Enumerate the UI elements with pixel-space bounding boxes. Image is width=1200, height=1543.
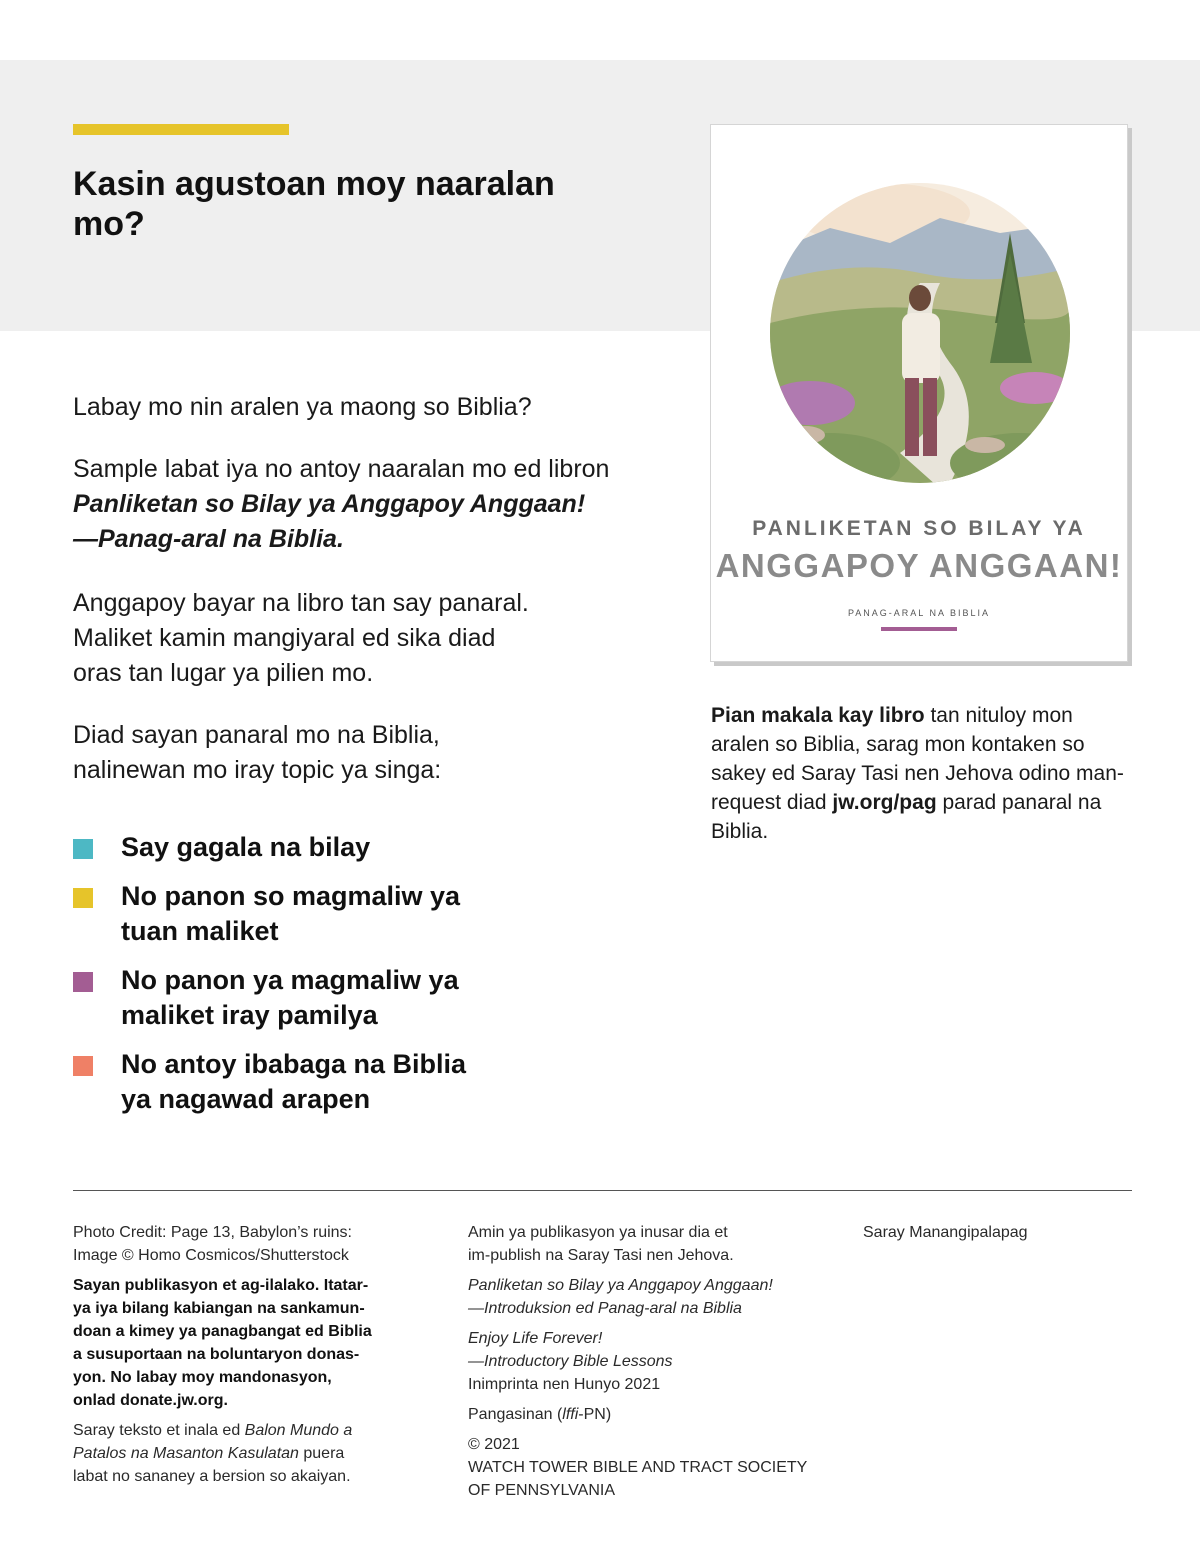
topic-label: maliket iray pamilya (121, 1000, 378, 1030)
photo-credit (73, 1221, 403, 1267)
footer-column-credits (73, 1221, 403, 1495)
contact-note-text: parad panaral na Biblia. (711, 791, 1102, 843)
contact-note-text: tan nituloy mon aralen so Biblia, sarag mon kontaken so sakey ed Saray Tasi nen Jehova odino man-request diad (711, 704, 1124, 814)
scripture-note (73, 1419, 403, 1488)
topic-label: Say gagala na bilay (121, 832, 371, 862)
topic-list (73, 830, 593, 1131)
publisher-line: Amin ya publikasyon ya inusar dia et (468, 1224, 728, 1241)
copyright-note (468, 1433, 838, 1502)
intro-free-line: Maliket kamin mangiyaral ed sika diad (73, 624, 496, 652)
landscape-illustration (770, 173, 1070, 493)
scripture-note-text: labat no sananey a bersion so akaiyan. (73, 1468, 351, 1485)
copyright-year: © 2021 (468, 1436, 520, 1453)
contact-note (711, 701, 1131, 846)
page-title: Kasin agustoan moy naaralan mo? (73, 165, 555, 243)
topic-item (73, 879, 593, 949)
donation-line: yon. No labay moy mandonasyon, (73, 1369, 332, 1386)
publication-title-line: Enjoy Life Forever! (468, 1330, 603, 1347)
intro-topics-line: nalinewan mo iray topic ya singa: (73, 756, 442, 784)
footer-divider (73, 1190, 1132, 1191)
intro-question: Labay mo nin aralen ya maong so Biblia? (73, 393, 532, 421)
book-title: ANGGAPOY ANGGAAN! (715, 547, 1123, 584)
jw-org-link[interactable]: jw.org/pag (832, 791, 937, 814)
intro-book-title: Panliketan so Bilay ya Anggapoy Anggaan! (73, 490, 586, 518)
footer-column-distributor (863, 1221, 1123, 1251)
topic-label: No antoy ibabaga na Biblia (121, 1049, 467, 1079)
publication-title-line: —Introductory Bible Lessons (468, 1353, 673, 1370)
distributor-label: Saray Manangipalapag (863, 1224, 1028, 1241)
book-accent-line (881, 627, 957, 631)
contact-note-lead: Pian makala kay libro (711, 704, 925, 727)
publication-title-english (468, 1327, 838, 1396)
publication-title-line: —Introduksion ed Panag-aral na Biblia (468, 1300, 742, 1317)
intro-book-subtitle: —Panag-aral na Biblia. (73, 525, 344, 553)
coral-square-bullet (73, 1056, 93, 1076)
topic-item (73, 1047, 593, 1117)
book-cover (710, 124, 1128, 662)
topic-label: tuan maliket (121, 916, 279, 946)
topic-item (73, 963, 593, 1033)
intro-free-paragraph (73, 586, 693, 691)
accent-bar (73, 124, 289, 135)
scripture-note-text: puera (298, 1445, 345, 1462)
intro-topics-line: Diad sayan panaral mo na Biblia, (73, 721, 440, 749)
photo-credit-line: Photo Credit: Page 13, Babylon’s ruins: (73, 1224, 352, 1241)
donation-line: onlad donate.jw.org. (73, 1392, 228, 1409)
bible-translation-title: Balon Mundo a (244, 1422, 353, 1439)
teal-square-bullet (73, 839, 93, 859)
book-subtitle: PANLIKETAN SO BILAY YA (752, 517, 1086, 540)
yellow-square-bullet (73, 888, 93, 908)
footer-column-publication (468, 1221, 838, 1509)
language-code (468, 1403, 838, 1426)
intro-free-line: oras tan lugar ya pilien mo. (73, 659, 374, 687)
intro-book-paragraph (73, 452, 693, 557)
publication-title-line: Panliketan so Bilay ya Anggapoy Anggaan! (468, 1277, 773, 1294)
donation-line: Sayan publikasyon et ag-ilalako. Itatar- (73, 1277, 369, 1294)
donation-note (73, 1274, 403, 1412)
book-series-label: PANAG-ARAL NA BIBLIA (847, 608, 991, 618)
donation-line: a susuportaan na boluntaryon donas- (73, 1346, 360, 1363)
scripture-note-text: Saray teksto et inala ed (73, 1422, 245, 1439)
donation-line: doan a kimey ya panagbangat ed Biblia (73, 1323, 372, 1340)
intro-book-text: Sample labat iya no antoy naaralan mo ed libron (73, 455, 610, 483)
language-symbol: lffi (562, 1406, 579, 1423)
donation-line: ya iya bilang kabiangan na sankamun- (73, 1300, 365, 1317)
publisher-line: im-publish na Saray Tasi nen Jehova. (468, 1247, 734, 1264)
intro-free-line: Anggapoy bayar na libro tan say panaral. (73, 589, 529, 617)
topic-label: ya nagawad arapen (121, 1084, 371, 1114)
society-name-line: OF PENNSYLVANIA (468, 1482, 615, 1499)
purple-square-bullet (73, 972, 93, 992)
language-label: -PN) (578, 1406, 612, 1423)
topic-item (73, 830, 593, 865)
topic-label: No panon so magmaliw ya (121, 881, 461, 911)
topic-label: No panon ya magmaliw ya (121, 965, 459, 995)
publication-title-local (468, 1274, 838, 1320)
intro-topics-paragraph (73, 718, 693, 788)
bible-translation-title: Patalos na Masanton Kasulatan (73, 1445, 299, 1462)
print-date: Inimprinta nen Hunyo 2021 (468, 1376, 661, 1393)
society-name-line: WATCH TOWER BIBLE AND TRACT SOCIETY (468, 1459, 808, 1476)
language-label: Pangasinan ( (468, 1406, 563, 1423)
photo-credit-line: Image © Homo Cosmicos/Shutterstock (73, 1247, 349, 1264)
publisher-note (468, 1221, 838, 1267)
